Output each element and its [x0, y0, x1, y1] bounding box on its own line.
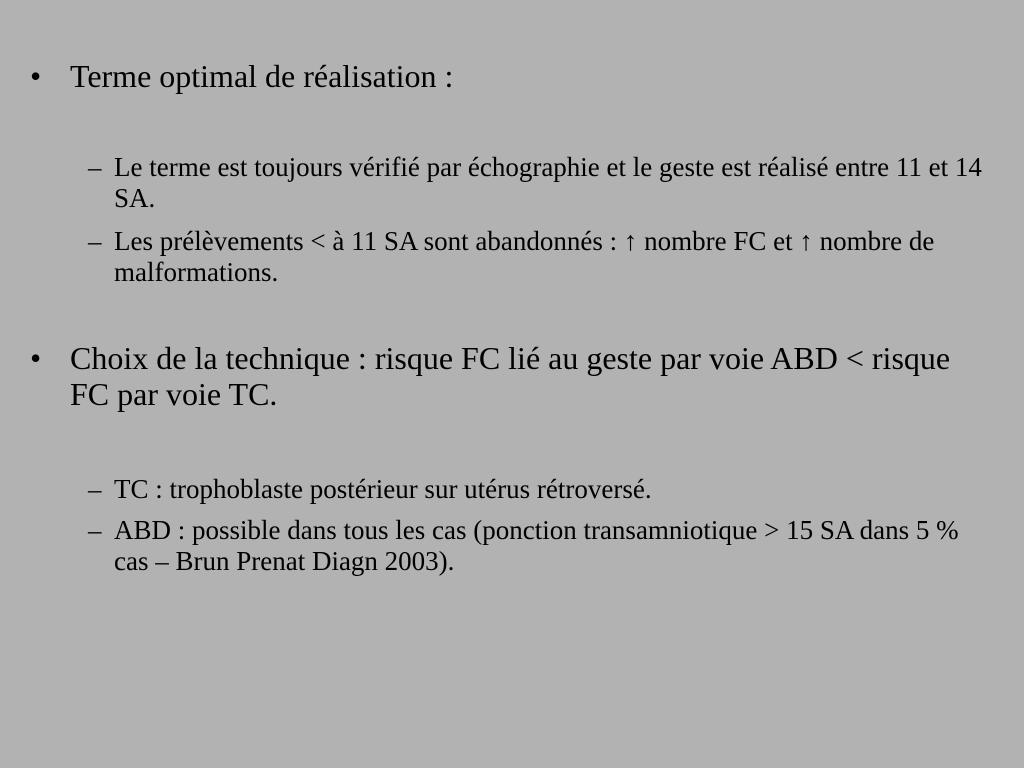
- bullet-marker: •: [30, 340, 42, 376]
- sub-item-prelevements: [88, 226, 988, 288]
- sub-item-abd: [88, 515, 988, 577]
- sub-marker: –: [88, 474, 102, 504]
- bullet-terme-optimal: [30, 58, 990, 94]
- sub-item-text: ABD : possible dans tous les cas (ponction transamniotique > 15 SA dans 5 % cas – Brun Prenat Diagn 2003).: [114, 515, 959, 576]
- sub-marker: –: [88, 515, 102, 545]
- sub-marker: –: [88, 152, 102, 182]
- sub-item-tc: [88, 474, 988, 505]
- sub-item-text: Les prélèvements < à 11 SA sont abandonnés : ↑ nombre FC et ↑ nombre de malformations.: [114, 226, 935, 287]
- bullet-text: Terme optimal de réalisation :: [70, 58, 454, 94]
- bullet-marker: •: [30, 58, 42, 94]
- bullet-choix-technique: [30, 340, 990, 412]
- sub-item-terme-verifie: [88, 152, 988, 214]
- bullet-text: Choix de la technique : risque FC lié au geste par voie ABD < risque FC par voie TC.: [70, 340, 951, 412]
- sub-marker: –: [88, 226, 102, 256]
- sub-item-text: Le terme est toujours vérifié par échographie et le geste est réalisé entre 11 et 14 SA.: [114, 152, 982, 213]
- sub-item-text: TC : trophoblaste postérieur sur utérus rétroversé.: [114, 474, 652, 504]
